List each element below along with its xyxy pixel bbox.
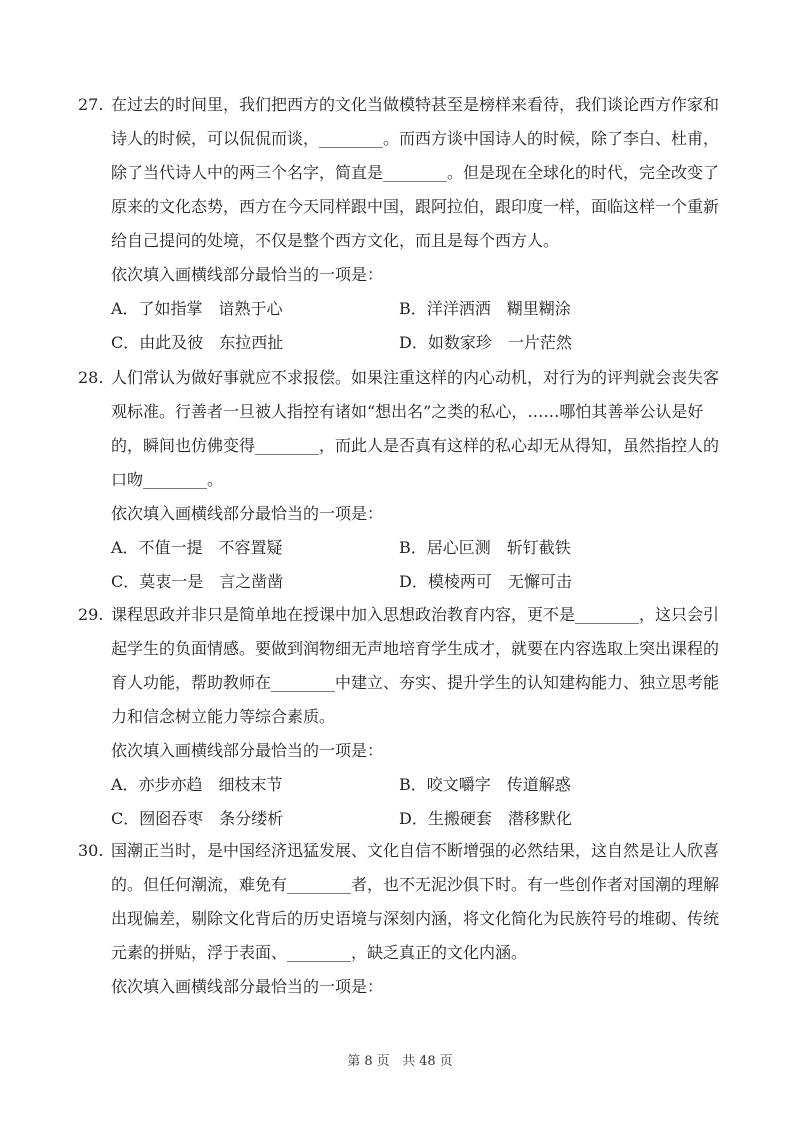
question-text: 人们常认为做好事就应不求报偿。如果注重这样的内心动机，对行为的评判就会丧失客观标准。行善者一旦被人指控有诸如“想出名”之类的私心，……哪怕其善举公认是好的，瞬间也仿佛变得________，而此人是否真有这样的私心却无从得知，虽然指控人的口吻________。 [111, 368, 720, 489]
option-b: B．居心叵测 斩钉截铁 [399, 538, 571, 557]
question-number: 28. [78, 368, 104, 387]
options [78, 531, 730, 599]
options [78, 292, 730, 360]
options [78, 768, 730, 836]
option-c: C．由此及彼 东拉西扯 [111, 333, 284, 352]
option-c: C．莫衷一是 言之凿凿 [111, 572, 284, 591]
page-number: 第 8 页 [347, 1054, 390, 1069]
question-prompt: 依次填入画横线部分最恰当的一项是： [111, 504, 384, 523]
option-a: A．不值一提 不容置疑 [111, 538, 283, 557]
question-text: 国潮正当时，是中国经济迅猛发展、文化自信不断增强的必然结果，这自然是让人欣喜的。但任何潮流，难免有________者，也不无泥沙俱下时。有一些创作者对国潮的理解出现偏差，剔除文化背后的历史语境与深刻内涵，将文化简化为民族符号的堆砌、传统元素的拼贴，浮于表面、________，缺乏真正的文化内涵。 [111, 841, 720, 962]
page-total: 共 48 页 [401, 1054, 453, 1069]
option-b: B．洋洋洒洒 糊里糊涂 [399, 299, 571, 318]
question-29 [78, 598, 730, 836]
question-number: 27. [78, 95, 104, 114]
question-stem [78, 88, 730, 258]
question-28 [78, 361, 730, 599]
question-stem [78, 834, 730, 970]
question-stem [78, 598, 730, 734]
option-d: D．模棱两可 无懈可击 [399, 572, 572, 591]
option-c: C．囫囵吞枣 条分缕析 [111, 809, 284, 828]
question-text: 在过去的时间里，我们把西方的文化当做模特甚至是榜样来看待，我们谈论西方作家和诗人的时候，可以侃侃而谈，________。而西方谈中国诗人的时候，除了李白、杜甫，除了当代诗人中的两三个名字，简直是________。但是现在全球化的时代，完全改变了原来的文化态势，西方在今天同样跟中国，跟阿拉伯，跟印度一样，面临这样一个重新给自己提问的处境，不仅是整个西方文化，而且是每个西方人。 [111, 95, 720, 250]
page-footer [0, 1050, 800, 1069]
question-text: 课程思政并非只是简单地在授课中加入思想政治教育内容，更不是________，这只会引起学生的负面情感。要做到润物细无声地培育学生成才，就要在内容选取上突出课程的育人功能，帮助教师在________中建立、夯实、提升学生的认知建构能力、独立思考能力和信念树立能力等综合素质。 [111, 605, 720, 726]
question-prompt: 依次填入画横线部分最恰当的一项是： [111, 977, 384, 996]
option-d: D．如数家珍 一片茫然 [399, 333, 572, 352]
question-stem [78, 361, 730, 497]
question-prompt: 依次填入画横线部分最恰当的一项是： [111, 265, 384, 284]
question-number: 29. [78, 605, 104, 624]
question-number: 30. [78, 841, 104, 860]
question-prompt: 依次填入画横线部分最恰当的一项是： [111, 741, 384, 760]
option-b: B．咬文嚼字 传道解惑 [399, 775, 571, 794]
question-27 [78, 88, 730, 360]
option-a: A．了如指掌 谙熟于心 [111, 299, 283, 318]
option-a: A．亦步亦趋 细枝末节 [111, 775, 283, 794]
question-30 [78, 834, 730, 1004]
option-d: D．生搬硬套 潜移默化 [399, 809, 572, 828]
